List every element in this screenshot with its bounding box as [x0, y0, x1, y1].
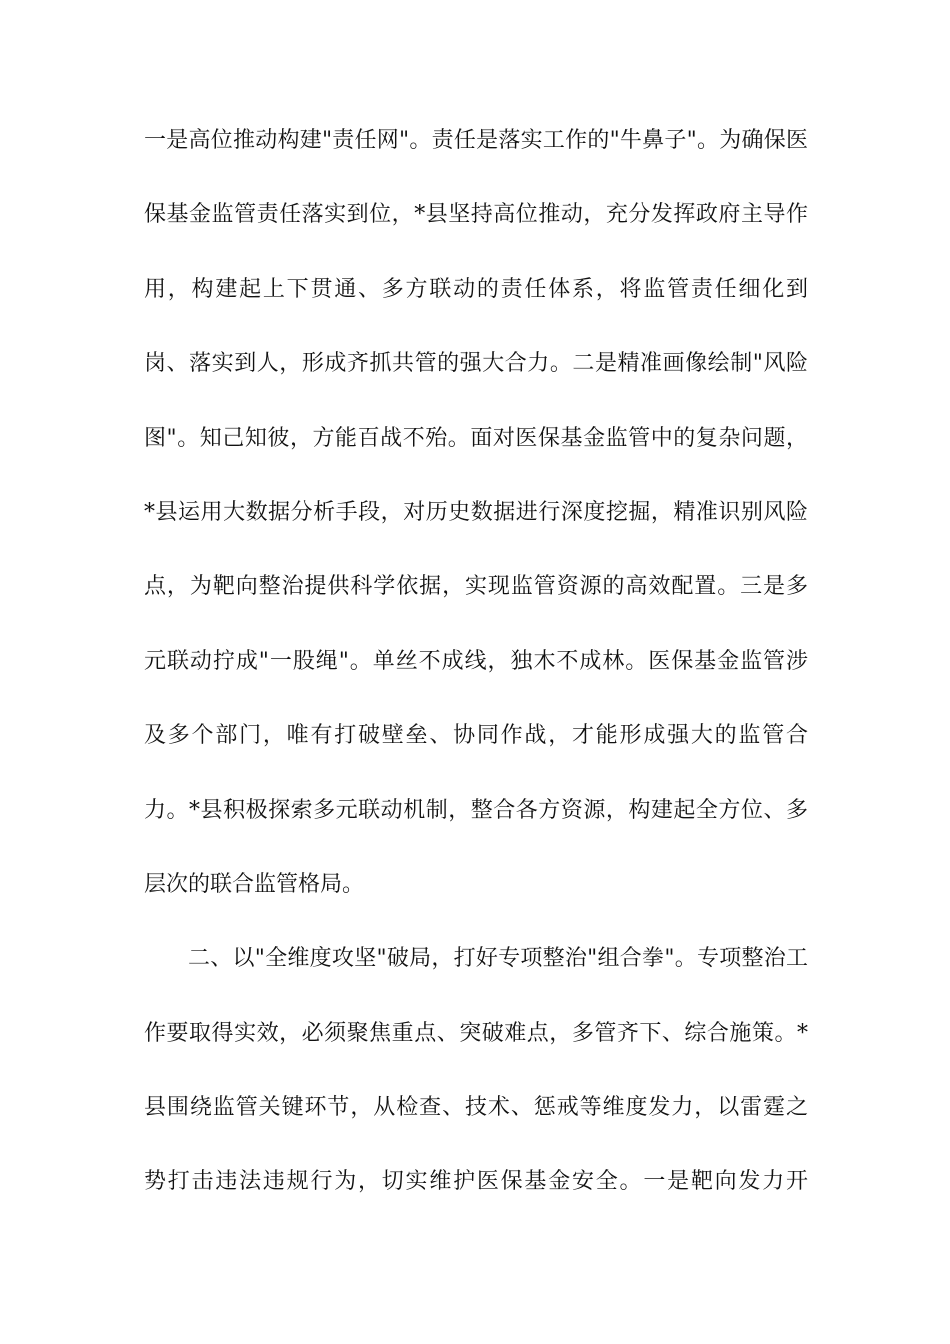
text-line: 图"。知己知彼，方能百战不殆。面对医保基金监管中的复杂问题， [144, 425, 808, 451]
document-page [144, 104, 808, 1220]
text-line: *县运用大数据分析手段，对历史数据进行深度挖掘，精准识别风险 [144, 499, 808, 525]
text-line: 层次的联合监管格局。 [144, 871, 365, 897]
text-line: 作要取得实效，必须聚焦重点、突破难点，多管齐下、综合施策。* [144, 1020, 808, 1046]
text-line: 岗、落实到人，形成齐抓共管的强大合力。二是精准画像绘制"风险 [144, 351, 808, 377]
text-line: 点，为靶向整治提供科学依据，实现监管资源的高效配置。三是多 [144, 574, 808, 600]
text-line: 一是高位推动构建"责任网"。责任是落实工作的"牛鼻子"。为确保医 [144, 128, 808, 153]
text-line: 用，构建起上下贯通、多方联动的责任体系，将监管责任细化到 [144, 276, 808, 302]
text-line: 及多个部门，唯有打破壁垒、协同作战，才能形成强大的监管合 [144, 723, 808, 749]
text-line: 县围绕监管关键环节，从检查、技术、惩戒等维度发力，以雷霆之 [144, 1095, 808, 1121]
text-line: 势打击违法违规行为，切实维护医保基金安全。一是靶向发力开 [144, 1169, 808, 1195]
text-line: 保基金监管责任落实到位，*县坚持高位推动，充分发挥政府主导作 [144, 202, 808, 228]
text-line: 力。*县积极探索多元联动机制，整合各方资源，构建起全方位、多 [144, 797, 808, 823]
section-heading-line: 二、以"全维度攻坚"破局，打好专项整治"组合拳"。专项整治工 [188, 946, 808, 972]
text-line: 元联动拧成"一股绳"。单丝不成线，独木不成林。医保基金监管涉 [144, 648, 808, 674]
